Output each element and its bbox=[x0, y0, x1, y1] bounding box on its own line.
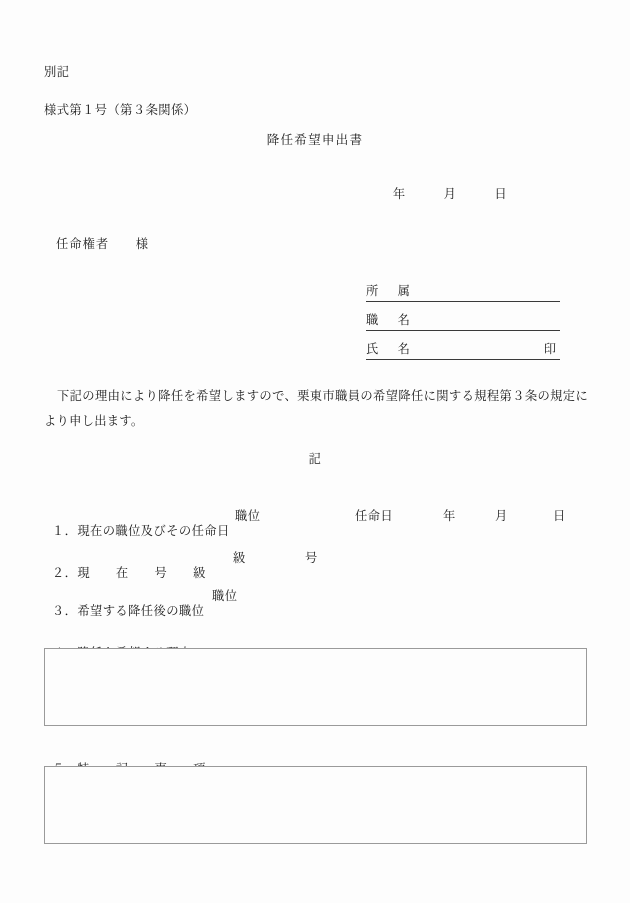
item-3-label bbox=[38, 586, 204, 634]
ki-marker: 記 bbox=[308, 452, 322, 466]
item-1-label bbox=[38, 506, 230, 554]
item-1-col-appointment-date: 任命日 bbox=[355, 509, 394, 523]
signature-field-affiliation[interactable] bbox=[366, 277, 560, 302]
item-2-col-number: 号 bbox=[305, 551, 318, 565]
job-title-label: 職 名 bbox=[366, 313, 414, 327]
item-2-text: 現 在 号 級 bbox=[77, 566, 213, 580]
item-1-col-position: 職位 bbox=[235, 509, 261, 523]
item-1-col-day: 日 bbox=[553, 509, 566, 523]
remarks-textbox[interactable] bbox=[44, 766, 587, 844]
seal-mark-icon: 印 bbox=[543, 342, 556, 356]
affiliation-label: 所 属 bbox=[366, 284, 414, 298]
addressee-line: 任命権者 様 bbox=[56, 237, 150, 251]
item-1-col-year: 年 bbox=[443, 509, 456, 523]
name-label: 氏 名 bbox=[366, 342, 414, 356]
signature-field-name[interactable] bbox=[366, 335, 560, 360]
item-1-number: １． bbox=[51, 524, 78, 538]
item-3-col-position: 職位 bbox=[212, 589, 238, 603]
item-3-number: ３． bbox=[51, 604, 78, 618]
reason-textbox[interactable] bbox=[44, 648, 587, 726]
date-line: 年 月 日 bbox=[392, 187, 508, 201]
appendix-label: 別記 bbox=[44, 65, 70, 79]
body-paragraph: 下記の理由により降任を希望しますので、栗東市職員の希望降任に関する規程第３条の規定により申し出ます。 bbox=[44, 389, 588, 429]
signature-field-job-title[interactable] bbox=[366, 306, 560, 331]
form-number-label: 様式第１号（第３条関係） bbox=[44, 103, 197, 117]
item-2-col-grade: 級 bbox=[233, 551, 246, 565]
document-title: 降任希望申出書 bbox=[266, 133, 364, 147]
item-3-text: 希望する降任後の職位 bbox=[77, 604, 205, 618]
item-1-text: 現在の職位及びその任命日 bbox=[77, 524, 230, 538]
item-2-number: ２． bbox=[51, 566, 78, 580]
item-1-col-month: 月 bbox=[495, 509, 508, 523]
